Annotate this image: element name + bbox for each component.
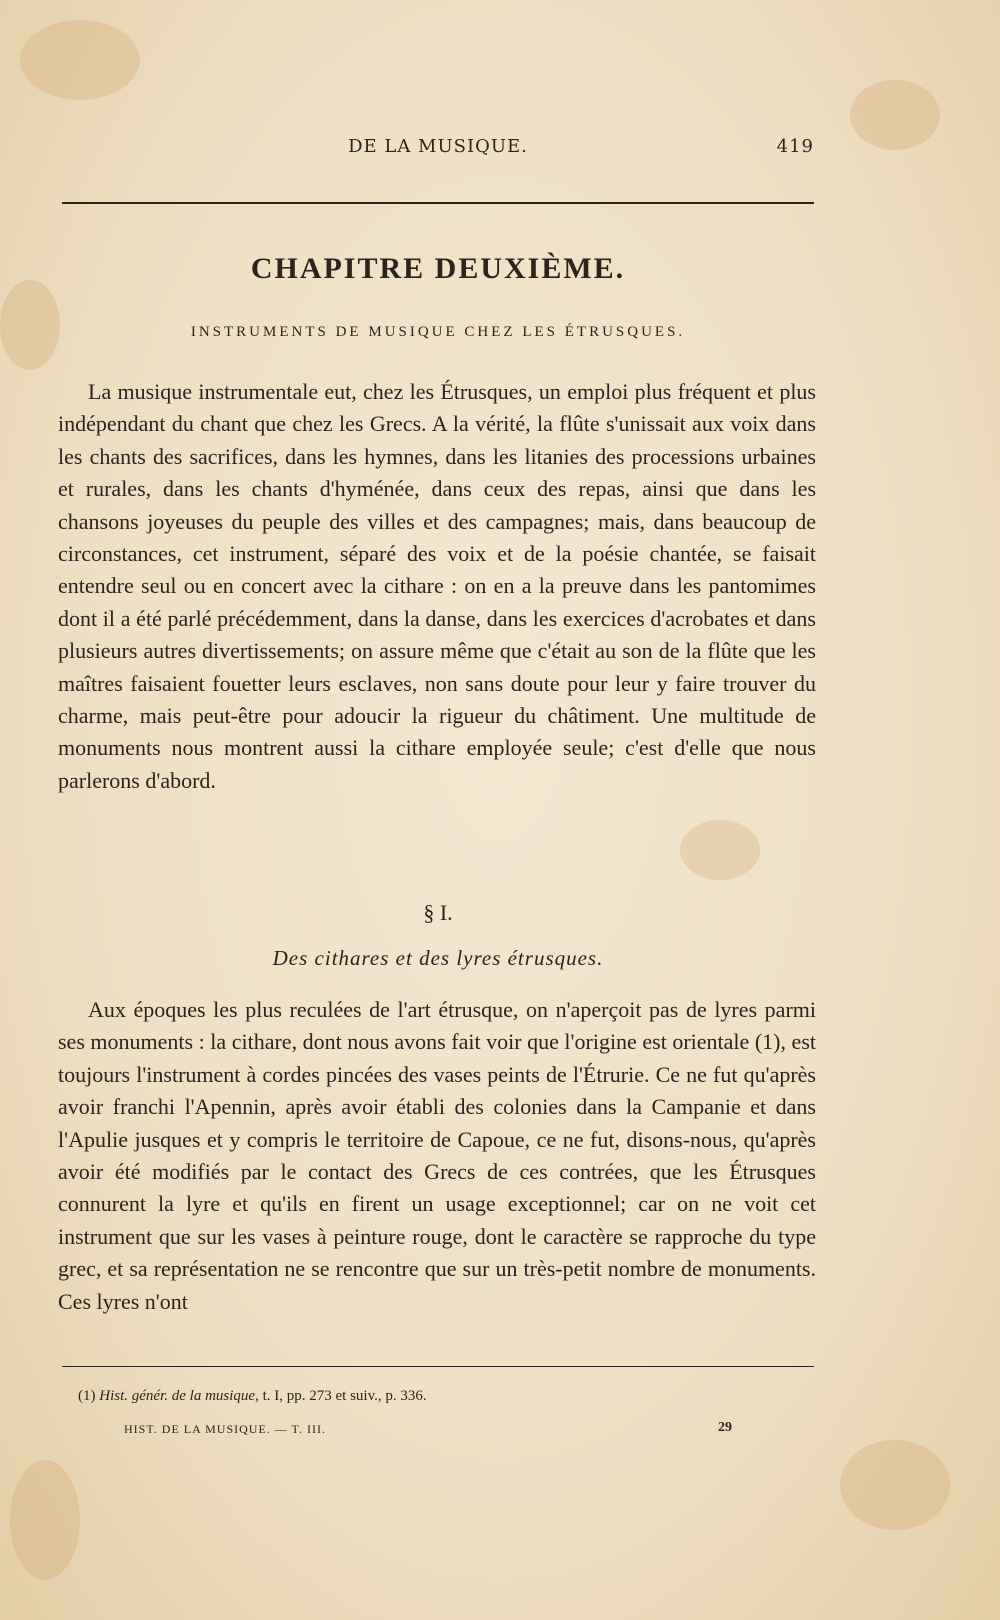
footnote-marker: (1) <box>78 1388 96 1404</box>
foxing-stain <box>850 80 940 150</box>
chapter-title: CHAPITRE DEUXIÈME. <box>250 252 626 285</box>
footnote-reference: Hist. génér. de la musique, <box>99 1388 259 1404</box>
sheet-number: 29 <box>718 1420 732 1435</box>
printer-signature: HIST. DE LA MUSIQUE. — T. III. <box>124 1422 326 1436</box>
header-rule <box>62 202 814 204</box>
footnote-details: t. I, pp. 273 et suiv., p. 336. <box>258 1388 427 1404</box>
page-number: 419 <box>776 136 814 157</box>
page-header <box>62 132 814 162</box>
paragraph-section-one: Aux époques les plus reculées de l'art étrusque, on n'aperçoit pas de lyres parmi ses monuments : la cithare, dont nous avons fait voir que l'origine est orientale (1), est toujours l'instrument à cordes pincées des vases peints de l'Étrurie. Ce ne fut qu'après avoir franchi l'Apennin, après avoir établi des colonies dans la Campanie et dans l'Apulie jusques et y compris le territoire de Capoue, ce ne fut, disons-nous, qu'après avoir été modifiés par le contact des Grecs de ces contrées, que les Étrusques connurent la lyre et qu'ils en firent un usage exceptionnel; car on ne voit cet instrument que sur les vases à peinture rouge, dont le caractère se rapproche du type grec, et sa représentation ne se rencontre que sur un très-petit nombre de monuments. Ces lyres n'ont <box>58 997 816 1314</box>
paragraph-intro: La musique instrumentale eut, chez les Étrusques, un emploi plus fréquent et plus indépendant du chant que chez les Grecs. A la vérité, la flûte s'unissait aux voix dans les chants des sacrifices, dans les hymnes, dans les litanies des processions urbaines et rurales, dans les chants d'hyménée, dans ceux des repas, ainsi que dans les chansons joyeuses du peuple des villes et des campagnes; mais, dans beaucoup de circonstances, cet instrument, séparé des voix et de la poésie chantée, se faisait entendre seul ou en concert avec la cithare : on en a la preuve dans les pantomimes dont il a été parlé précédemment, dans la danse, dans les exercices d'acrobates et dans plusieurs autres divertissements; on assure même que c'était au son de la flûte que les maîtres faisaient fouetter leurs esclaves, non sans doute pour leur y faire trouver du charme, mais peut-être pour adoucir la rigueur du châtiment. Une multitude de monuments nous montrent aussi la cithare employée seule; c'est d'elle que nous parlerons d'abord. <box>58 379 816 793</box>
foxing-stain <box>0 280 60 370</box>
chapter-subtitle: INSTRUMENTS DE MUSIQUE CHEZ LES ÉTRUSQUES. <box>190 324 686 340</box>
foxing-stain <box>680 820 760 880</box>
section-number: § I. <box>423 900 453 925</box>
foxing-stain <box>840 1440 950 1530</box>
foxing-stain <box>20 20 140 100</box>
footnote-rule <box>62 1366 814 1367</box>
foxing-stain <box>10 1460 80 1580</box>
running-title: DE LA MUSIQUE. <box>348 136 528 157</box>
footnote <box>78 1388 814 1405</box>
section-title: Des cithares et des lyres étrusques. <box>272 946 604 970</box>
